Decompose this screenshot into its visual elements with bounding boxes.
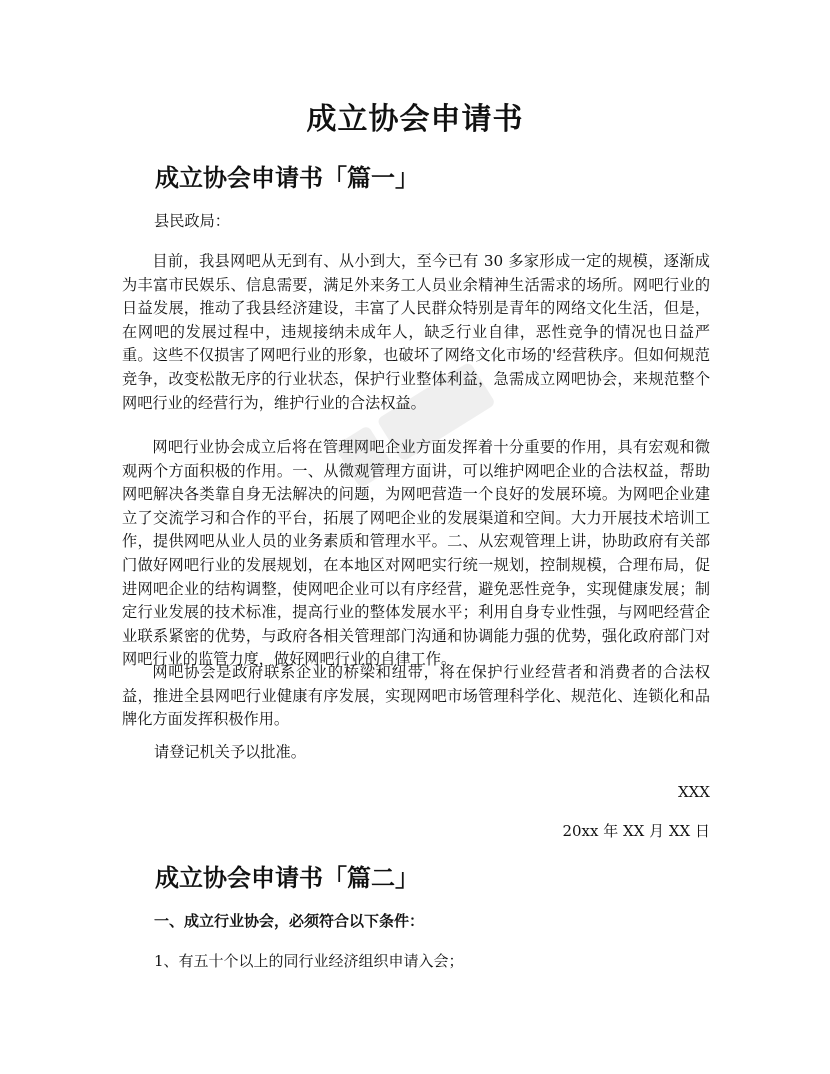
signature: XXX xyxy=(677,783,710,801)
date-line: 20xx 年 XX 月 XX 日 xyxy=(562,822,710,840)
section-heading-2: 成立协会申请书「篇二」 xyxy=(155,863,419,892)
document-title: 成立协会申请书 xyxy=(306,102,524,137)
salutation: 县民政局： xyxy=(154,212,230,230)
paragraph-1: 目前，我县网吧从无到有、从小到大，至今已有 30 多家形成一定的规模，逐渐成为丰富市民娱乐、信息需要，满足外来务工人员业余精神生活需求的场所。网吧行业的日益发展，推动了我县经济建设，丰富了人民群众特别是青年的网络文化生活，但是，在网吧的发展过程中，违规接纳未成年人，缺乏行业自律，恶性竞争的情况也日益严重。这些不仅损害了网吧行业的形象，也破坏了网络文化市场的'经营秩序。但如何规范竞争，改变松散无序的行业状态，保护行业整体利益，急需成立网吧协会，来规范整个网吧行业的经营行为，维护行业的合法权益。 xyxy=(122,252,710,412)
paragraph-2: 网吧行业协会成立后将在管理网吧企业方面发挥着十分重要的作用，具有宏观和微观两个方面积极的作用。一、从微观管理方面讲，可以维护网吧企业的合法权益，帮助网吧解决各类靠自身无法解决的问题，为网吧营造一个良好的发展环境。为网吧企业建立了交流学习和合作的平台，拓展了网吧企业的发展渠道和空间。大力开展技术培训工作，提供网吧从业人员的业务素质和管理水平。二、从宏观管理上讲，协助政府有关部门做好网吧行业的发展规划，在本地区对网吧实行统一规划，控制规模，合理布局，促进网吧企业的结构调整，使网吧企业可以有序经营，避免恶性竞争，实现健康发展；制定行业发展的技术标准，提高行业的整体发展水平；利用自身专业性强，与网吧经营企业联系紧密的优势，与政府各相关管理部门沟通和协调能力强的优势，强化政府部门对网吧行业的监管力度，做好网吧行业的自律工作。 xyxy=(122,438,710,669)
section-heading-1: 成立协会申请书「篇一」 xyxy=(155,163,419,192)
closing-line: 请登记机关予以批准。 xyxy=(154,743,306,761)
list-item: 1、有五十个以上的同行业经济组织申请入会； xyxy=(154,952,464,970)
paragraph-3: 网吧协会是政府联系企业的桥梁和纽带，将在保护行业经营者和消费者的合法权益，推进全县网吧行业健康有序发展，实现网吧市场管理科学化、规范化、连锁化和品牌化方面发挥积极作用。 xyxy=(122,663,710,729)
subheading-conditions: 一、成立行业协会，必须符合以下条件： xyxy=(154,912,425,930)
